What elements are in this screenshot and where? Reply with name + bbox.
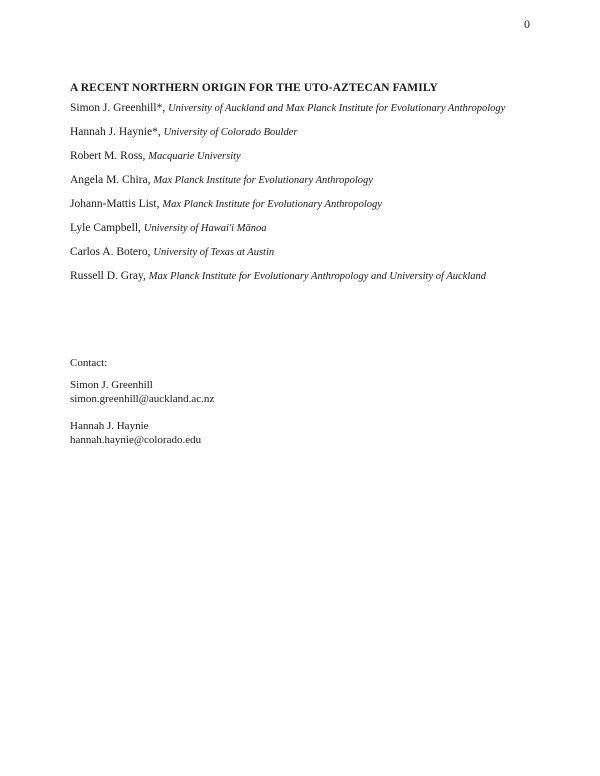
author-entry [70, 125, 530, 140]
contact-name: Simon J. Greenhill [70, 379, 153, 391]
author-name: Robert M. Ross, [70, 150, 146, 162]
contact-email[interactable]: hannah.haynie@colorado.edu [70, 434, 202, 446]
author-name: Simon J. Greenhill*, [70, 102, 166, 114]
author-affiliation: University of Hawai'i Mānoa [143, 223, 267, 234]
contact-heading: Contact: [70, 357, 108, 369]
author-name: Johann-Mattis List, [70, 198, 160, 210]
author-entry [70, 101, 530, 116]
author-affiliation: University of Auckland and Max Planck Institute for Evolutionary Anthropology [168, 103, 506, 114]
author-entry [70, 245, 530, 260]
author-name: Russell D. Gray, [70, 270, 146, 282]
contact-email[interactable]: simon.greenhill@auckland.ac.nz [70, 393, 215, 405]
author-name: Carlos A. Botero, [70, 246, 151, 258]
contact-name: Hannah J. Haynie [70, 420, 149, 432]
contact-section [70, 356, 214, 460]
author-affiliation: Macquarie University [148, 151, 241, 162]
author-affiliation: University of Texas at Austin [153, 247, 275, 258]
author-name: Hannah J. Haynie*, [70, 126, 161, 138]
author-affiliation: Max Planck Institute for Evolutionary Anthropology and University of Auckland [148, 271, 487, 282]
paper-title: A RECENT NORTHERN ORIGIN FOR THE UTO-AZTECAN FAMILY [70, 82, 438, 94]
author-entry [70, 149, 530, 164]
author-name: Lyle Campbell, [70, 222, 141, 234]
contact-entry [70, 419, 214, 447]
author-affiliation: Max Planck Institute for Evolutionary Anthropology [162, 199, 382, 210]
author-list [70, 101, 530, 293]
author-name: Angela M. Chira, [70, 174, 151, 186]
author-entry [70, 221, 530, 236]
author-entry [70, 197, 530, 212]
author-entry [70, 269, 530, 284]
author-entry [70, 173, 530, 188]
contact-entry [70, 378, 214, 406]
author-affiliation: University of Colorado Boulder [163, 127, 298, 138]
author-affiliation: Max Planck Institute for Evolutionary Anthropology [153, 175, 373, 186]
page-number: 0 [524, 17, 530, 31]
